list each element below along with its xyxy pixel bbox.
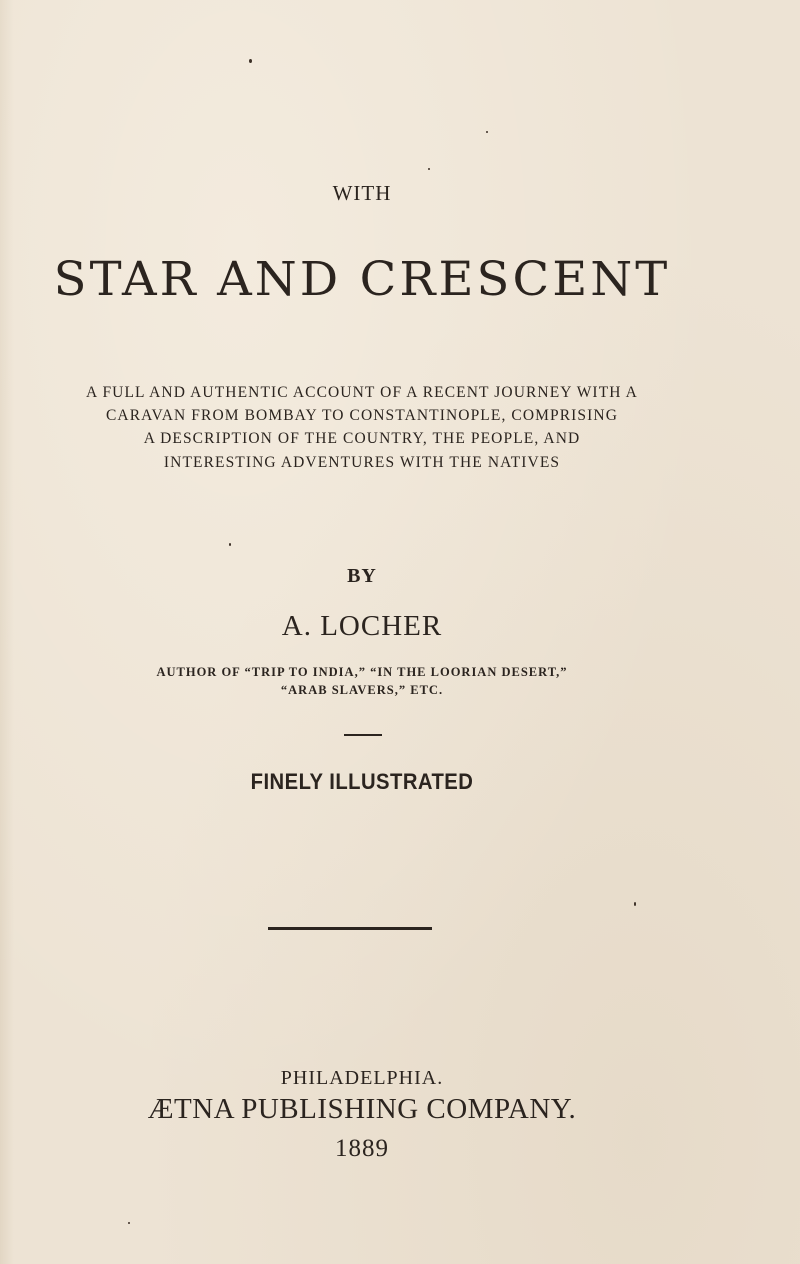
imprint-year: 1889 (335, 1135, 389, 1162)
author-works-line: AUTHOR OF “TRIP TO INDIA,” “IN THE LOORIAN DESERT,” (156, 665, 568, 679)
ink-speck (428, 168, 430, 170)
ink-speck (486, 131, 488, 133)
illustration-note: FINELY ILLUSTRATED (250, 769, 474, 794)
author-name: A. LOCHER (281, 610, 443, 642)
ink-speck (128, 1222, 130, 1224)
subtitle-line: CARAVAN FROM BOMBAY TO CONSTANTINOPLE, COMPRISING (105, 407, 618, 424)
ink-speck (249, 59, 252, 63)
subtitle-line: A FULL AND AUTHENTIC ACCOUNT OF A RECENT JOURNEY WITH A (86, 384, 638, 401)
by-line: BY (347, 565, 377, 587)
short-rule-divider (344, 734, 382, 736)
ink-speck (634, 902, 636, 906)
long-rule-divider (268, 927, 432, 930)
imprint-city: PHILADELPHIA. (280, 1067, 444, 1089)
subtitle-line: A DESCRIPTION OF THE COUNTRY, THE PEOPLE, AND (143, 430, 581, 447)
author-works-line: “ARAB SLAVERS,” ETC. (280, 683, 444, 697)
pretitle: WITH (332, 181, 392, 205)
book-title: STAR AND CRESCENT (53, 252, 671, 307)
ink-speck (229, 543, 231, 546)
imprint-publisher: ÆTNA PUBLISHING COMPANY. (147, 1093, 577, 1125)
subtitle-line: INTERESTING ADVENTURES WITH THE NATIVES (163, 454, 561, 471)
